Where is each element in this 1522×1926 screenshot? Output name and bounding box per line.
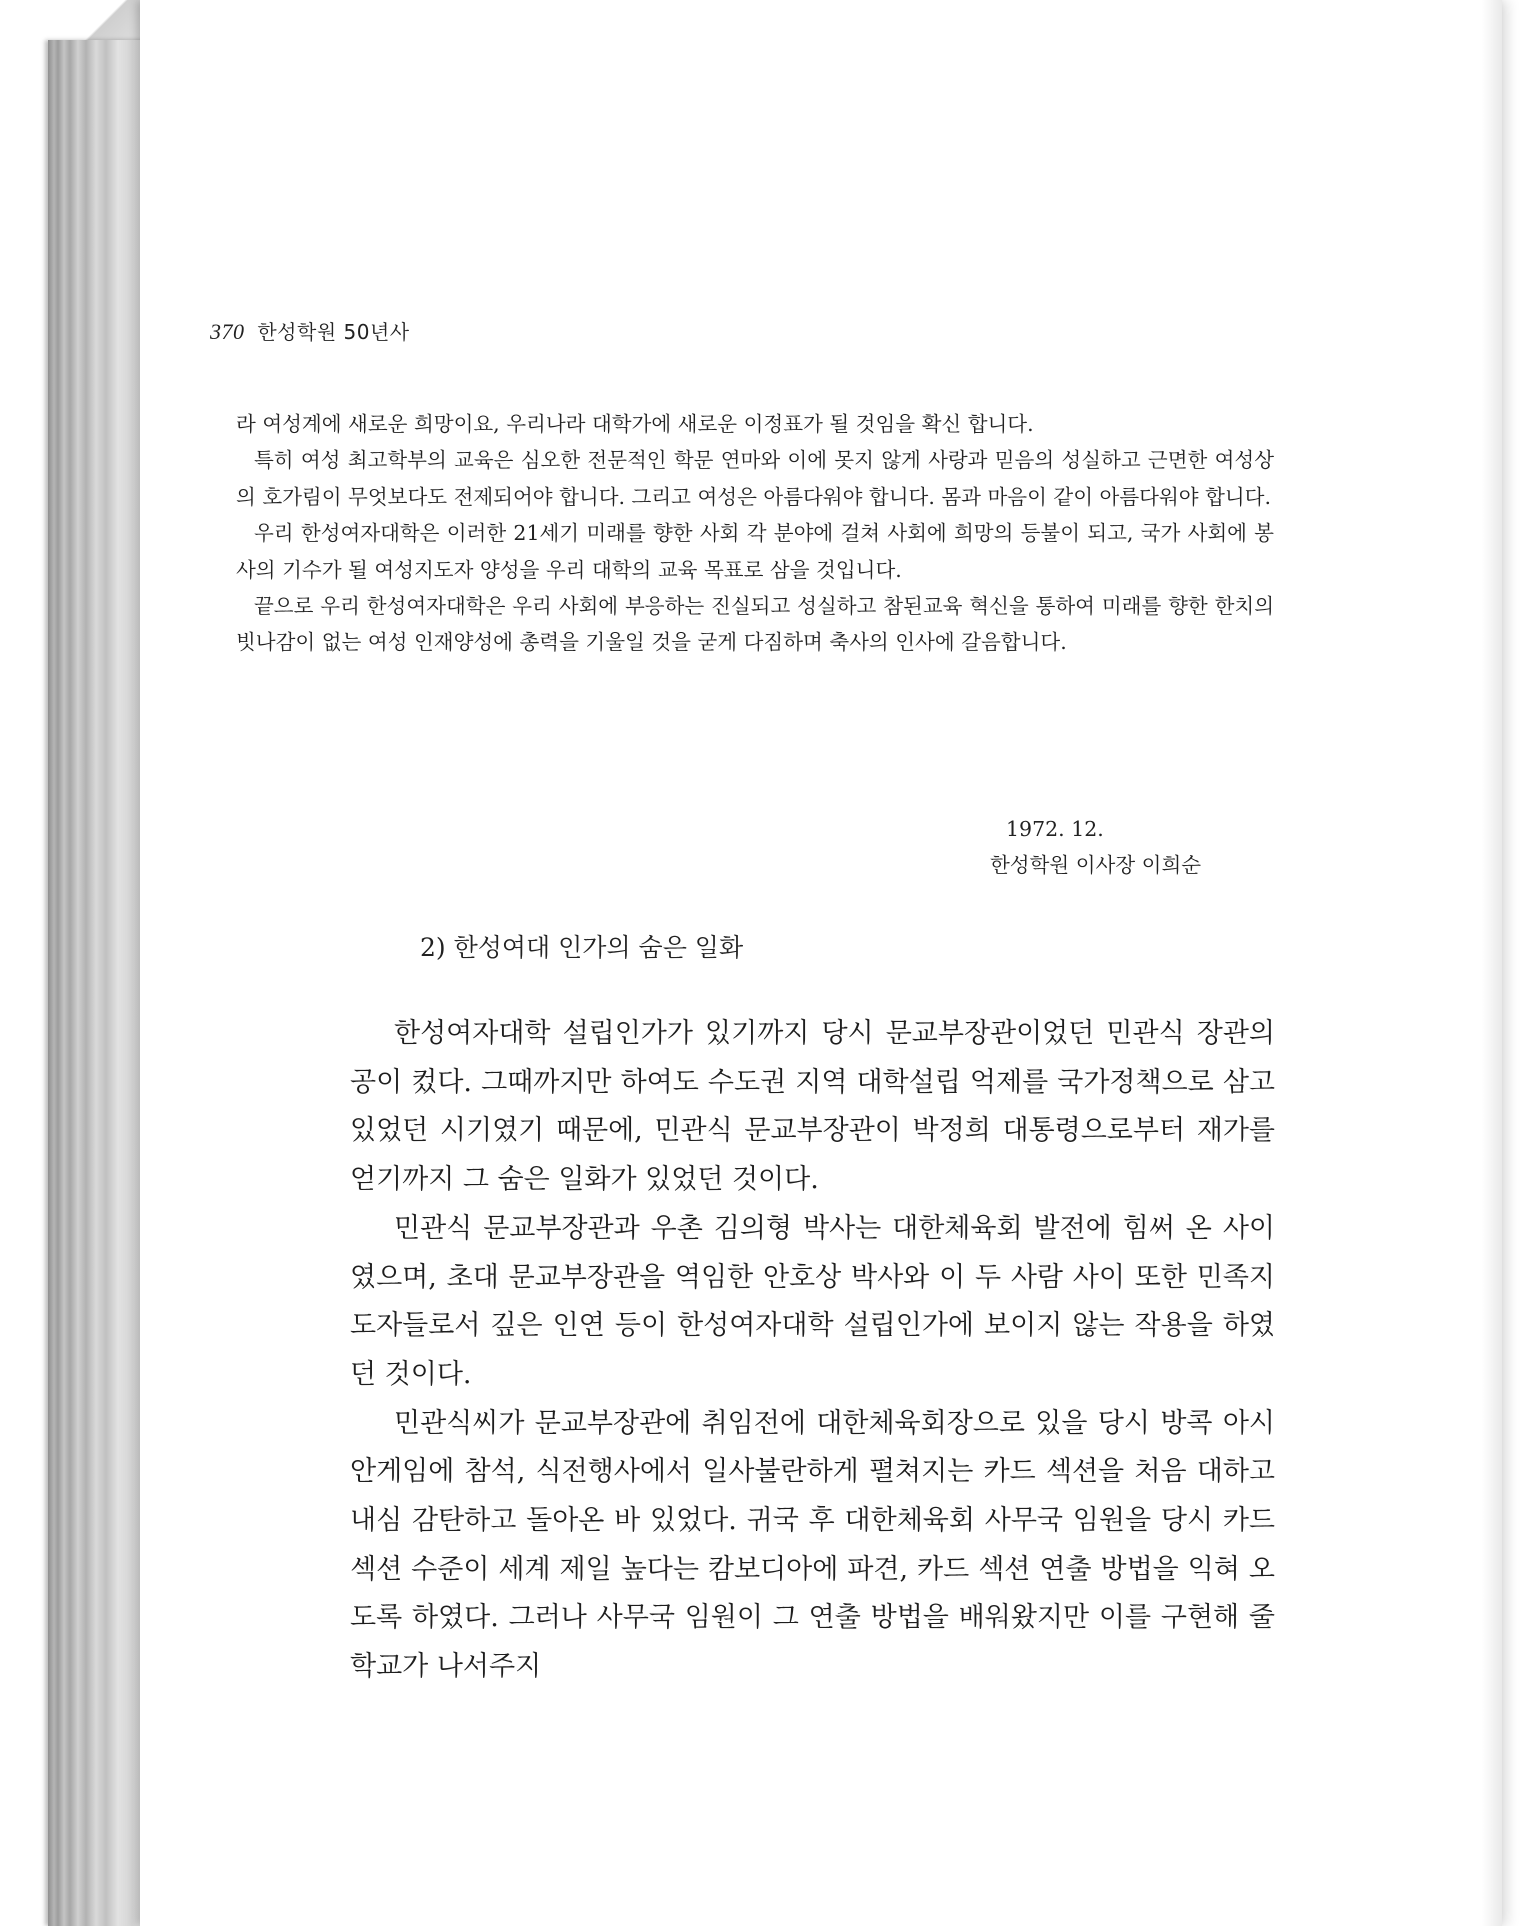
body-paragraph: 민관식씨가 문교부장관에 취임전에 대한체육회장으로 있을 당시 방콕 아시안게임에 참석, 식전행사에서 일사불란하게 펼쳐지는 카드 섹션을 처음 대하고 내심 감탄하고 돌아온 바 있었다. 귀국 후 대한체육회 사무국 임원을 당시 카드 섹션 수준이 세계 제일 높다는 캄보디아에 파견, 카드 섹션 연출 방법을 익혀 오도록 하였다. 그러나 사무국 임원이 그 연출 방법을 배워왔지만 이를 구현해 줄 학교가 나서주지 — [350, 1407, 1275, 1683]
speech-paragraph: 우리 한성여자대학은 이러한 21세기 미래를 향한 사회 각 분야에 걸쳐 사회에 희망의 등불이 되고, 국가 사회에 봉사의 기수가 될 여성지도자 양성을 우리 대학의 교육 목표로 삼을 것입니다. — [236, 521, 1274, 582]
page-stack-edge — [48, 40, 148, 1926]
page-number: 370 — [210, 319, 245, 344]
section-heading: 2) 한성여대 인가의 숨은 일화 — [420, 933, 744, 962]
speech-quote-block — [236, 406, 1274, 661]
speech-paragraph: 끝으로 우리 한성여자대학은 우리 사회에 부응하는 진실되고 성실하고 참된교육 혁신을 통하여 미래를 향한 한치의 빗나감이 없는 여성 인재양성에 총력을 기울일 것을 굳게 다짐하며 축사의 인사에 갈음합니다. — [236, 594, 1274, 655]
speech-paragraph: 특히 여성 최고학부의 교육은 심오한 전문적인 학문 연마와 이에 못지 않게 사랑과 믿음의 성실하고 근면한 여성상의 호가림이 무엇보다도 전제되어야 합니다. 그리고 여성은 아름다워야 합니다. 몸과 마음이 같이 아름다워야 합니다. — [236, 448, 1274, 509]
speech-signature — [990, 811, 1202, 883]
running-header — [210, 316, 410, 345]
book-title: 한성학원 50년사 — [257, 320, 410, 344]
speech-paragraph: 라 여성계에 새로운 희망이요, 우리나라 대학가에 새로운 이정표가 될 것임을 확신 합니다. — [236, 412, 1034, 436]
body-text — [350, 1010, 1275, 1692]
body-paragraph: 민관식 문교부장관과 우촌 김의형 박사는 대한체육회 발전에 힘써 온 사이였으며, 초대 문교부장관을 역임한 안호상 박사와 이 두 사람 사이 또한 민족지도자들로서 깊은 인연 등이 한성여자대학 설립인가에 보이지 않는 작용을 하였던 것이다. — [350, 1212, 1275, 1390]
page-right-shadow — [1482, 0, 1502, 1926]
speech-date: 1972. 12. — [1006, 817, 1104, 841]
speech-signatory: 한성학원 이사장 이희순 — [990, 853, 1202, 877]
body-paragraph: 한성여자대학 설립인가가 있기까지 당시 문교부장관이었던 민관식 장관의 공이 컸다. 그때까지만 하여도 수도권 지역 대학설립 억제를 국가정책으로 삼고 있었던 시기였기 때문에, 민관식 문교부장관이 박정희 대통령으로부터 재가를 얻기까지 그 숨은 일화가 있었던 것이다. — [350, 1018, 1275, 1196]
